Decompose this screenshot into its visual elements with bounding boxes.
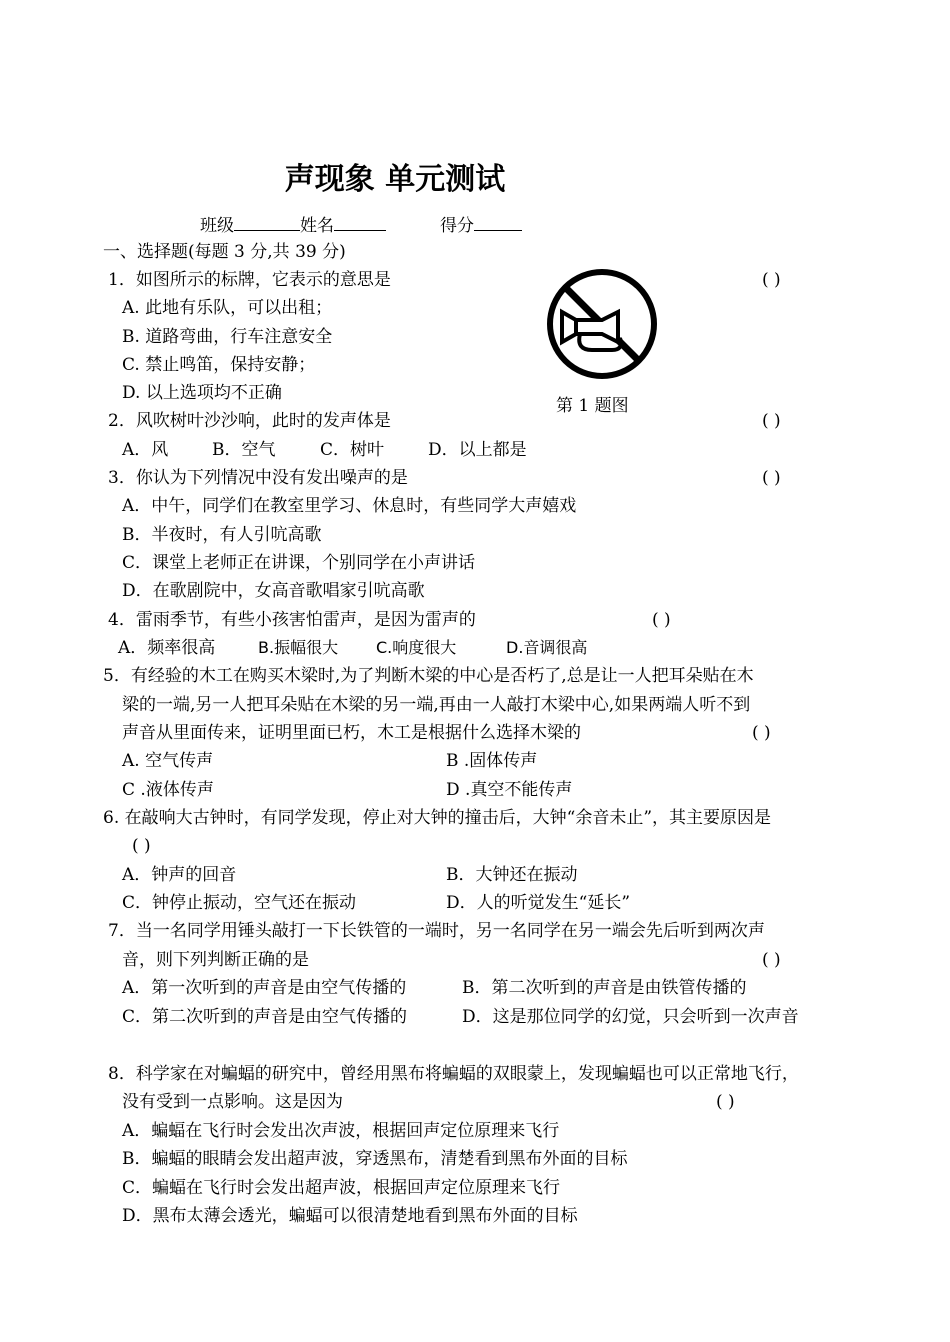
q1-stem: 1．如图所示的标牌，它表示的意思是	[108, 270, 391, 290]
q7-option-c: C．第二次听到的声音是由空气传播的	[122, 1007, 408, 1027]
q1-option-a: A. 此地有乐队，可以出租；	[122, 298, 333, 318]
no-horn-sign-icon	[546, 268, 658, 380]
q4-option-d: D.音调很高	[506, 638, 588, 657]
section-heading: 一、选择题(每题 3 分,共 39 分)	[103, 242, 346, 262]
q6-option-c: C．钟停止振动，空气还在振动	[122, 893, 357, 913]
score-blank[interactable]	[474, 212, 522, 231]
q8-option-a: A．蝙蝠在飞行时会发出次声波，根据回声定位原理来飞行	[122, 1121, 560, 1141]
q5-stem-line2: 梁的一端,另一人把耳朵贴在木梁的另一端,再由一人敲打木梁中心,如果两端人听不到	[122, 695, 751, 715]
q3-answer-paren[interactable]: ( )	[762, 468, 781, 488]
score-row	[440, 212, 522, 238]
q5-option-a: A. 空气传声	[122, 751, 214, 771]
score-label: 得分	[440, 216, 474, 236]
class-label: 班级	[200, 216, 234, 236]
student-info-row	[200, 212, 386, 238]
q1-option-b: B. 道路弯曲，行车注意安全	[122, 327, 333, 347]
q5-option-b: B .固体传声	[446, 751, 538, 771]
q2-stem: 2．风吹树叶沙沙响，此时的发声体是	[108, 411, 391, 431]
q1-option-d: D. 以上选项均不正确	[122, 383, 282, 403]
q8-option-b: B．蝙蝠的眼睛会发出超声波，穿透黑布，清楚看到黑布外面的目标	[122, 1149, 628, 1169]
q5-stem-line3: 声音从里面传来，证明里面已朽，木工是根据什么选择木梁的	[122, 723, 581, 743]
q8-stem-line1: 8．科学家在对蝙蝠的研究中，曾经用黑布将蝙蝠的双眼蒙上，发现蝙蝠也可以正常地飞行，	[108, 1064, 799, 1084]
q4-option-c: C.响度很大	[376, 638, 457, 657]
q6-option-d: D．人的听觉发生“延长”	[446, 893, 631, 913]
page-title: 声现象 单元测试	[284, 162, 506, 197]
q7-option-a: A．第一次听到的声音是由空气传播的	[122, 978, 407, 998]
q3-stem: 3．你认为下列情况中没有发出噪声的是	[108, 468, 408, 488]
q2-option-d: D．以上都是	[428, 440, 527, 460]
q2-options	[122, 439, 527, 461]
q8-stem-line2: 没有受到一点影响。这是因为	[122, 1092, 343, 1112]
q7-option-d: D．这是那位同学的幻觉，只会听到一次声音	[462, 1007, 799, 1027]
q7-option-b: B．第二次听到的声音是由铁管传播的	[462, 978, 747, 998]
q6-option-b: B．大钟还在振动	[446, 865, 578, 885]
q8-answer-paren[interactable]: ( )	[716, 1092, 735, 1112]
name-blank[interactable]	[334, 212, 386, 231]
q4-answer-paren[interactable]: ( )	[652, 610, 671, 630]
q6-option-a: A．钟声的回音	[122, 865, 237, 885]
q4-option-a: A．频率很高	[118, 638, 216, 658]
q5-option-c: C .液体传声	[122, 780, 214, 800]
q3-option-c: C．课堂上老师正在讲课，个别同学在小声讲话	[122, 553, 476, 573]
q4-options	[118, 637, 587, 659]
q6-stem-line1: 6. 在敲响大古钟时，有同学发现，停止对大钟的撞击后，大钟“余音未止”，其主要原因是	[103, 808, 772, 828]
q6-answer-paren[interactable]: ( )	[132, 836, 151, 856]
q5-answer-paren[interactable]: ( )	[752, 723, 771, 743]
q3-option-b: B．半夜时，有人引吭高歌	[122, 525, 322, 545]
q7-stem-line2: 音，则下列判断正确的是	[122, 950, 309, 970]
q7-stem-line1: 7．当一名同学用锤头敲打一下长铁管的一端时，另一名同学在另一端会先后听到两次声	[108, 921, 765, 941]
q8-option-c: C．蝙蝠在飞行时会发出超声波，根据回声定位原理来飞行	[122, 1178, 561, 1198]
q2-option-b: B．空气	[212, 440, 276, 460]
figure-caption: 第 1 题图	[556, 396, 629, 416]
name-label: 姓名	[300, 216, 334, 236]
q2-option-a: A．风	[122, 440, 169, 460]
class-blank[interactable]	[234, 212, 300, 231]
q5-stem-line1: 5．有经验的木工在购买木梁时,为了判断木梁的中心是否朽了,总是让一人把耳朵贴在木	[103, 666, 754, 686]
q2-answer-paren[interactable]: ( )	[762, 411, 781, 431]
q8-option-d: D．黑布太薄会透光，蝙蝠可以很清楚地看到黑布外面的目标	[122, 1206, 578, 1226]
q1-option-c: C. 禁止鸣笛，保持安静；	[122, 355, 316, 375]
q1-answer-paren[interactable]: ( )	[762, 270, 781, 290]
q7-answer-paren[interactable]: ( )	[762, 950, 781, 970]
q2-option-c: C．树叶	[320, 440, 385, 460]
q5-option-d: D .真空不能传声	[446, 780, 573, 800]
q3-option-d: D．在歌剧院中，女高音歌唱家引吭高歌	[122, 581, 425, 601]
q4-stem: 4．雷雨季节，有些小孩害怕雷声，是因为雷声的	[108, 610, 476, 630]
q3-option-a: A．中午，同学们在教室里学习、休息时，有些同学大声嬉戏	[122, 496, 577, 516]
q4-option-b: B.振幅很大	[258, 638, 339, 657]
